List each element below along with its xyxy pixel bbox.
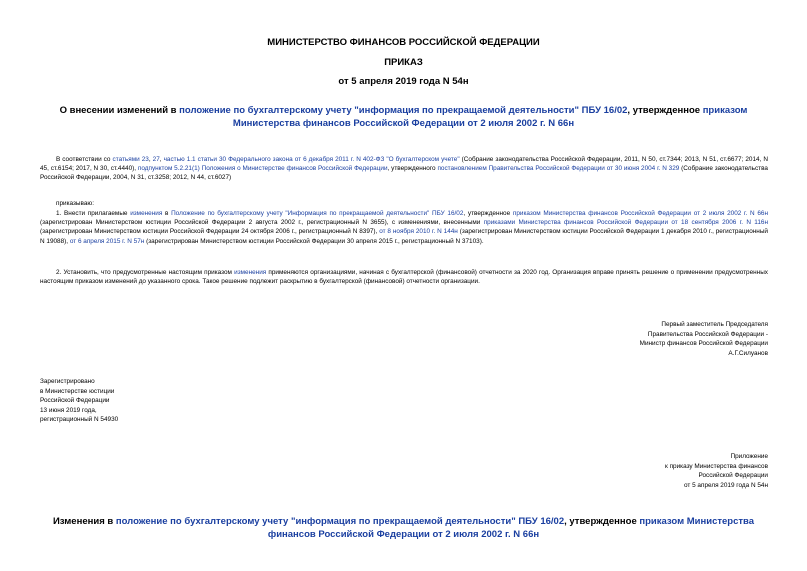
changes-title-link-regulation[interactable]: положение по бухгалтерскому учету "информация по прекращаемой деятельности" ПБУ 16/02: [115, 516, 565, 527]
order-date: от 5 апреля 2019 года N 54н: [338, 76, 469, 87]
registration-line: Зарегистрировано: [40, 378, 95, 385]
link-order-66n[interactable]: приказом Министерства финансов Российской Федерации от 2 июля 2002 г. N 66н: [512, 210, 769, 217]
signature-block: [560, 320, 768, 358]
title-text: , утвержденное: [627, 105, 703, 116]
registration-line: в Министерстве юстиции: [40, 387, 115, 395]
link-law-402fz[interactable]: частью 1.1 статьи 30 Федерального закона от 6 декабря 2011 г. N 402-ФЗ "О бухгалтерском учете": [163, 156, 460, 163]
appendix-line: Российской Федерации: [698, 472, 768, 480]
text: (зарегистрирован Министерством юстиции Российской Федерации 2 августа 2002 г., регистрационный N 3655), с изменениями, внесенными: [40, 219, 484, 227]
order-word-text: приказываю:: [56, 200, 94, 207]
registration-number: регистрационный N 54930: [40, 416, 119, 424]
changes-title: [40, 515, 767, 541]
paragraph-order-word: [40, 199, 768, 208]
title-link-order[interactable]: приказом Министерства финансов Российской Федерации от 2 июля 2002 г. N 66н: [232, 105, 748, 129]
text: , утвержденного: [387, 165, 438, 173]
text: в: [162, 210, 172, 217]
ministry-heading: МИНИСТЕРСТВО ФИНАНСОВ РОССИЙСКОЙ ФЕДЕРАЦИИ: [267, 37, 540, 48]
paragraph-item-2: [40, 268, 768, 286]
paragraph-item-1: [40, 209, 768, 246]
order-heading: ПРИКАЗ: [384, 57, 423, 68]
link-order-116n[interactable]: приказами Министерства финансов Российской Федерации от 18 сентября 2006 г. N 116н: [483, 219, 768, 227]
text: ,: [159, 156, 164, 163]
text: 1. Внести прилагаемые: [56, 210, 131, 217]
appendix-block: [560, 452, 768, 490]
link-order-144n[interactable]: от 8 ноября 2010 г. N 144н: [379, 228, 458, 236]
text: (зарегистрирован Министерством юстиции Российской Федерации 1 декабря 2010 г., регистрационный N 19088),: [40, 228, 768, 245]
appendix-line: к приказу Министерства финансов: [665, 462, 768, 470]
paragraph-basis: [40, 155, 768, 183]
signature-line: Первый заместитель Председателя: [661, 321, 768, 328]
signature-line: Министр финансов Российской Федерации: [639, 340, 768, 348]
link-changes[interactable]: изменения: [130, 210, 163, 217]
signature-name: А.Г.Силуанов: [728, 349, 768, 357]
text: (Собрание законодательства Российской Федерации, 2011, N 50, ст.7344; 2013, N 51, ст.6677; 2014, N 45, ст.6154; 2017, N 30, ст.4440),: [40, 156, 768, 173]
title-text: О внесении изменений в: [59, 105, 180, 116]
registration-line: Российской Федерации: [40, 397, 110, 405]
text: , утвержденное: [564, 516, 640, 527]
signature-line: Правительства Российской Федерации -: [647, 330, 768, 338]
link-resolution-329[interactable]: постановлением Правительства Российской Федерации от 30 июня 2004 г. N 329: [437, 165, 680, 173]
document-title: [45, 104, 762, 130]
text: (зарегистрирован Министерством юстиции Российской Федерации 30 апреля 2015 г., регистрационный N 37103).: [144, 237, 484, 245]
text: , утвержденное: [463, 210, 513, 217]
link-pbu-16-02[interactable]: Положение по бухгалтерскому учету "Информация по прекращаемой деятельности" ПБУ 16/02: [171, 210, 464, 217]
registration-block: [40, 377, 240, 425]
appendix-date: от 5 апреля 2019 года N 54н: [683, 481, 768, 489]
title-link-regulation[interactable]: положение по бухгалтерскому учету "информация по прекращаемой деятельности" ПБУ 16/02: [179, 105, 628, 116]
link-changes-2[interactable]: изменения: [234, 269, 267, 276]
link-order-57n[interactable]: от 6 апреля 2015 г. N 57н: [69, 237, 145, 245]
registration-date: 13 июня 2019 года,: [40, 406, 97, 414]
text: Изменения в: [52, 516, 116, 527]
text: 2. Установить, что предусмотренные настоящим приказом: [56, 269, 235, 276]
link-articles-23[interactable]: статьями 23: [112, 156, 149, 163]
link-subparagraph-5-2-21[interactable]: подпунктом 5.2.21(1) Положения о Министерстве финансов Российской Федерации: [137, 165, 388, 173]
text: применяются организациями, начиная с бухгалтерской (финансовой) отчетности за 2020 год. Организация вправе принять решение о применении предусмотренных настоящим приказом изменений до указанного срока. Такое решение подлежит раскрытию в бухгалтерской (финансовой) отчетности организации.: [40, 269, 769, 286]
text: ,: [148, 156, 153, 163]
appendix-line: Приложение: [730, 453, 768, 460]
text: (Собрание законодательства Российской Федерации, 2004, N 31, ст.3258; 2012, N 44, ст.6027): [40, 165, 768, 182]
text: В соответствии со: [56, 156, 113, 163]
link-article-27[interactable]: 27: [152, 156, 160, 163]
text: (зарегистрирован Министерством юстиции Российской Федерации 24 октября 2006 г., регистрационный N 8397),: [40, 228, 380, 236]
changes-title-link-order[interactable]: приказом Министерства финансов Российской Федерации от 2 июля 2002 г. N 66н: [267, 516, 755, 540]
